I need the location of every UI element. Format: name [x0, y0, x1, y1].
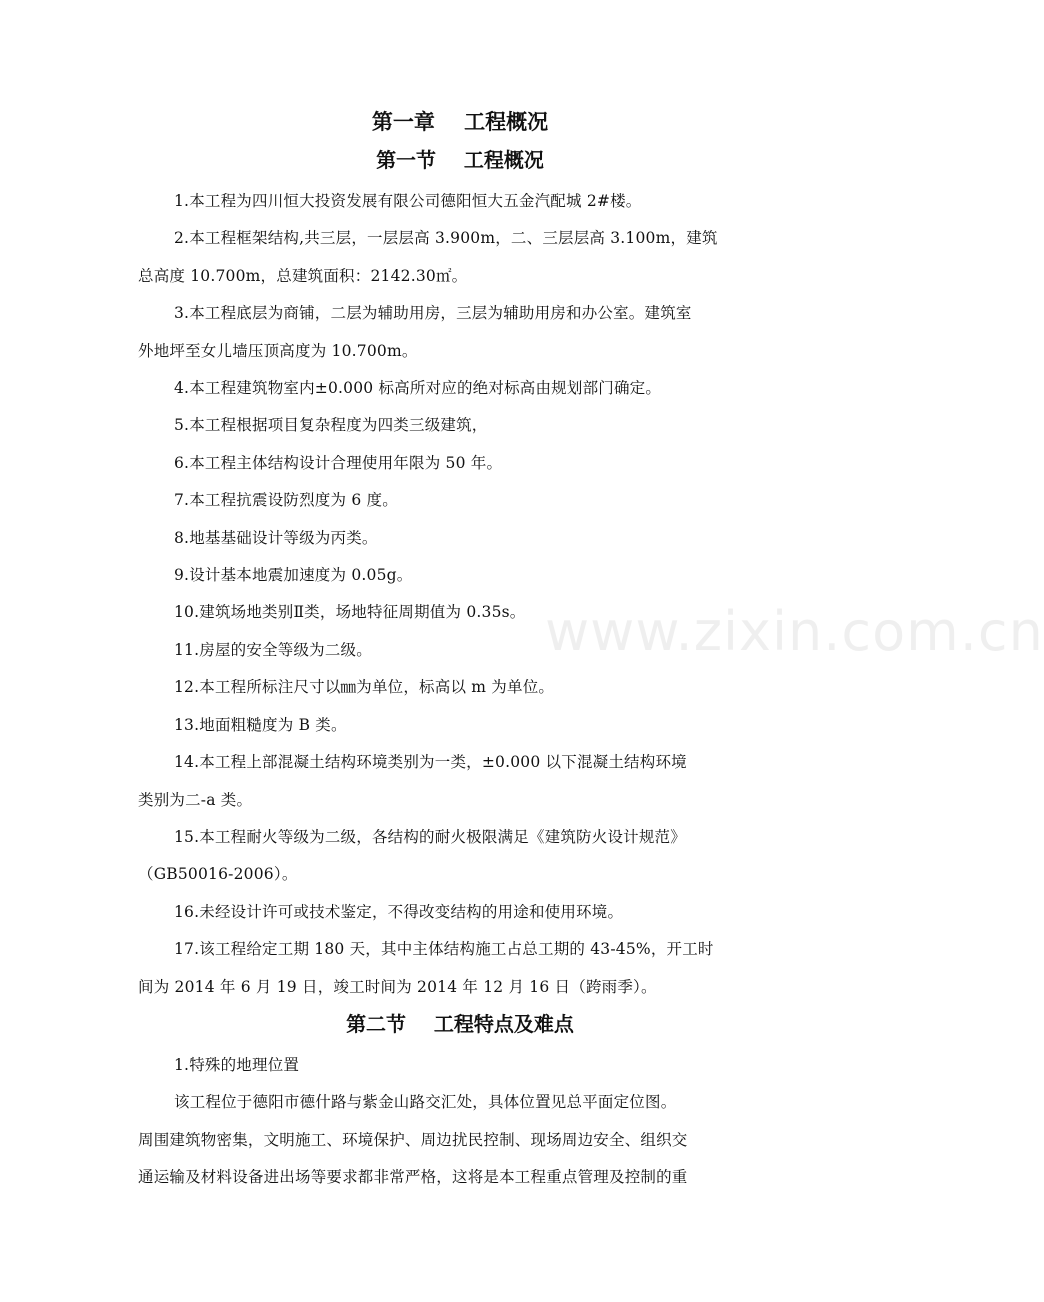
section-1-body	[138, 183, 782, 1006]
paragraph	[138, 482, 782, 519]
paragraph-line: 间为 2014 年 6 月 19 日，竣工时间为 2014 年 12 月 16 日（跨雨季）。	[138, 977, 657, 996]
paragraph-line: 5.本工程根据项目复杂程度为四类三级建筑，	[174, 416, 488, 435]
paragraph-line: 13.地面粗糙度为 B 类。	[174, 715, 347, 734]
section-2-body	[138, 1047, 782, 1197]
paragraph-line: 17.该工程给定工期 180 天，其中主体结构施工占总工期的 43-45%，开工时	[174, 940, 714, 959]
paragraph	[138, 669, 782, 706]
paragraph	[138, 744, 782, 819]
paragraph-line: 外地坪至女儿墙压顶高度为 10.700m。	[138, 341, 418, 360]
paragraph	[138, 370, 782, 407]
paragraph	[138, 295, 782, 370]
paragraph-line: 通运输及材料设备进出场等要求都非常严格，这将是本工程重点管理及控制的重	[138, 1168, 688, 1187]
section-title-2: 第二节 工程特点及难点	[346, 1011, 574, 1036]
watermark: www.zixin.com.cn	[545, 600, 1044, 663]
paragraph	[138, 220, 782, 295]
paragraph	[138, 557, 782, 594]
paragraph-line: 1.本工程为四川恒大投资发展有限公司德阳恒大五金汽配城 2#楼。	[174, 192, 642, 210]
paragraph	[138, 520, 782, 557]
paragraph-line: 周围建筑物密集，文明施工、环境保护、周边扰民控制、现场周边安全、组织交	[138, 1130, 688, 1149]
paragraph-line: 16.未经设计许可或技术鉴定，不得改变结构的用途和使用环境。	[174, 902, 624, 921]
paragraph-line: 1.特殊的地理位置	[174, 1055, 300, 1074]
paragraph-line: 14.本工程上部混凝土结构环境类别为一类，±0.000 以下混凝土结构环境	[174, 753, 687, 772]
paragraph	[138, 445, 782, 482]
paragraph	[138, 594, 782, 631]
paragraph	[138, 1084, 782, 1196]
paragraph	[138, 632, 782, 669]
paragraph	[138, 894, 782, 931]
paragraph-line: 11.房屋的安全等级为二级。	[174, 640, 372, 659]
paragraph-line: 2.本工程框架结构,共三层，一层层高 3.900m，二、三层层高 3.100m，建筑	[174, 229, 718, 248]
paragraph-line: 15.本工程耐火等级为二级，各结构的耐火极限满足《建筑防火设计规范》	[174, 827, 686, 846]
paragraph-line: 3.本工程底层为商铺，二层为辅助用房，三层为辅助用房和办公室。建筑室	[174, 304, 692, 323]
paragraph-line: 8.地基基础设计等级为丙类。	[174, 528, 378, 547]
paragraph-line: 10.建筑场地类别Ⅱ类，场地特征周期值为 0.35s。	[174, 603, 526, 622]
paragraph-line: 4.本工程建筑物室内±0.000 标高所对应的绝对标高由规划部门确定。	[174, 379, 662, 398]
paragraph-line: 该工程位于德阳市德什路与紫金山路交汇处，具体位置见总平面定位图。	[174, 1093, 677, 1112]
paragraph-line: 6.本工程主体结构设计合理使用年限为 50 年。	[174, 453, 503, 472]
paragraph	[138, 1047, 782, 1084]
paragraph	[138, 407, 782, 444]
document-body	[138, 102, 782, 1197]
paragraph-line: 9.设计基本地震加速度为 0.05g。	[174, 566, 413, 585]
paragraph	[138, 707, 782, 744]
paragraph-line: 7.本工程抗震设防烈度为 6 度。	[174, 491, 398, 510]
paragraph	[138, 183, 782, 220]
chapter-title: 第一章 工程概况	[371, 110, 549, 134]
section-title-1: 第一节 工程概况	[376, 148, 544, 172]
paragraph	[138, 819, 782, 894]
paragraph-line: 总高度 10.700m，总建筑面积：2142.30㎡。	[138, 266, 468, 285]
paragraph-line: 类别为二-a 类。	[138, 790, 253, 809]
paragraph-line: （GB50016-2006）。	[138, 865, 298, 884]
paragraph-line: 12.本工程所标注尺寸以㎜为单位，标高以 m 为单位。	[174, 678, 555, 697]
paragraph	[138, 931, 782, 1006]
